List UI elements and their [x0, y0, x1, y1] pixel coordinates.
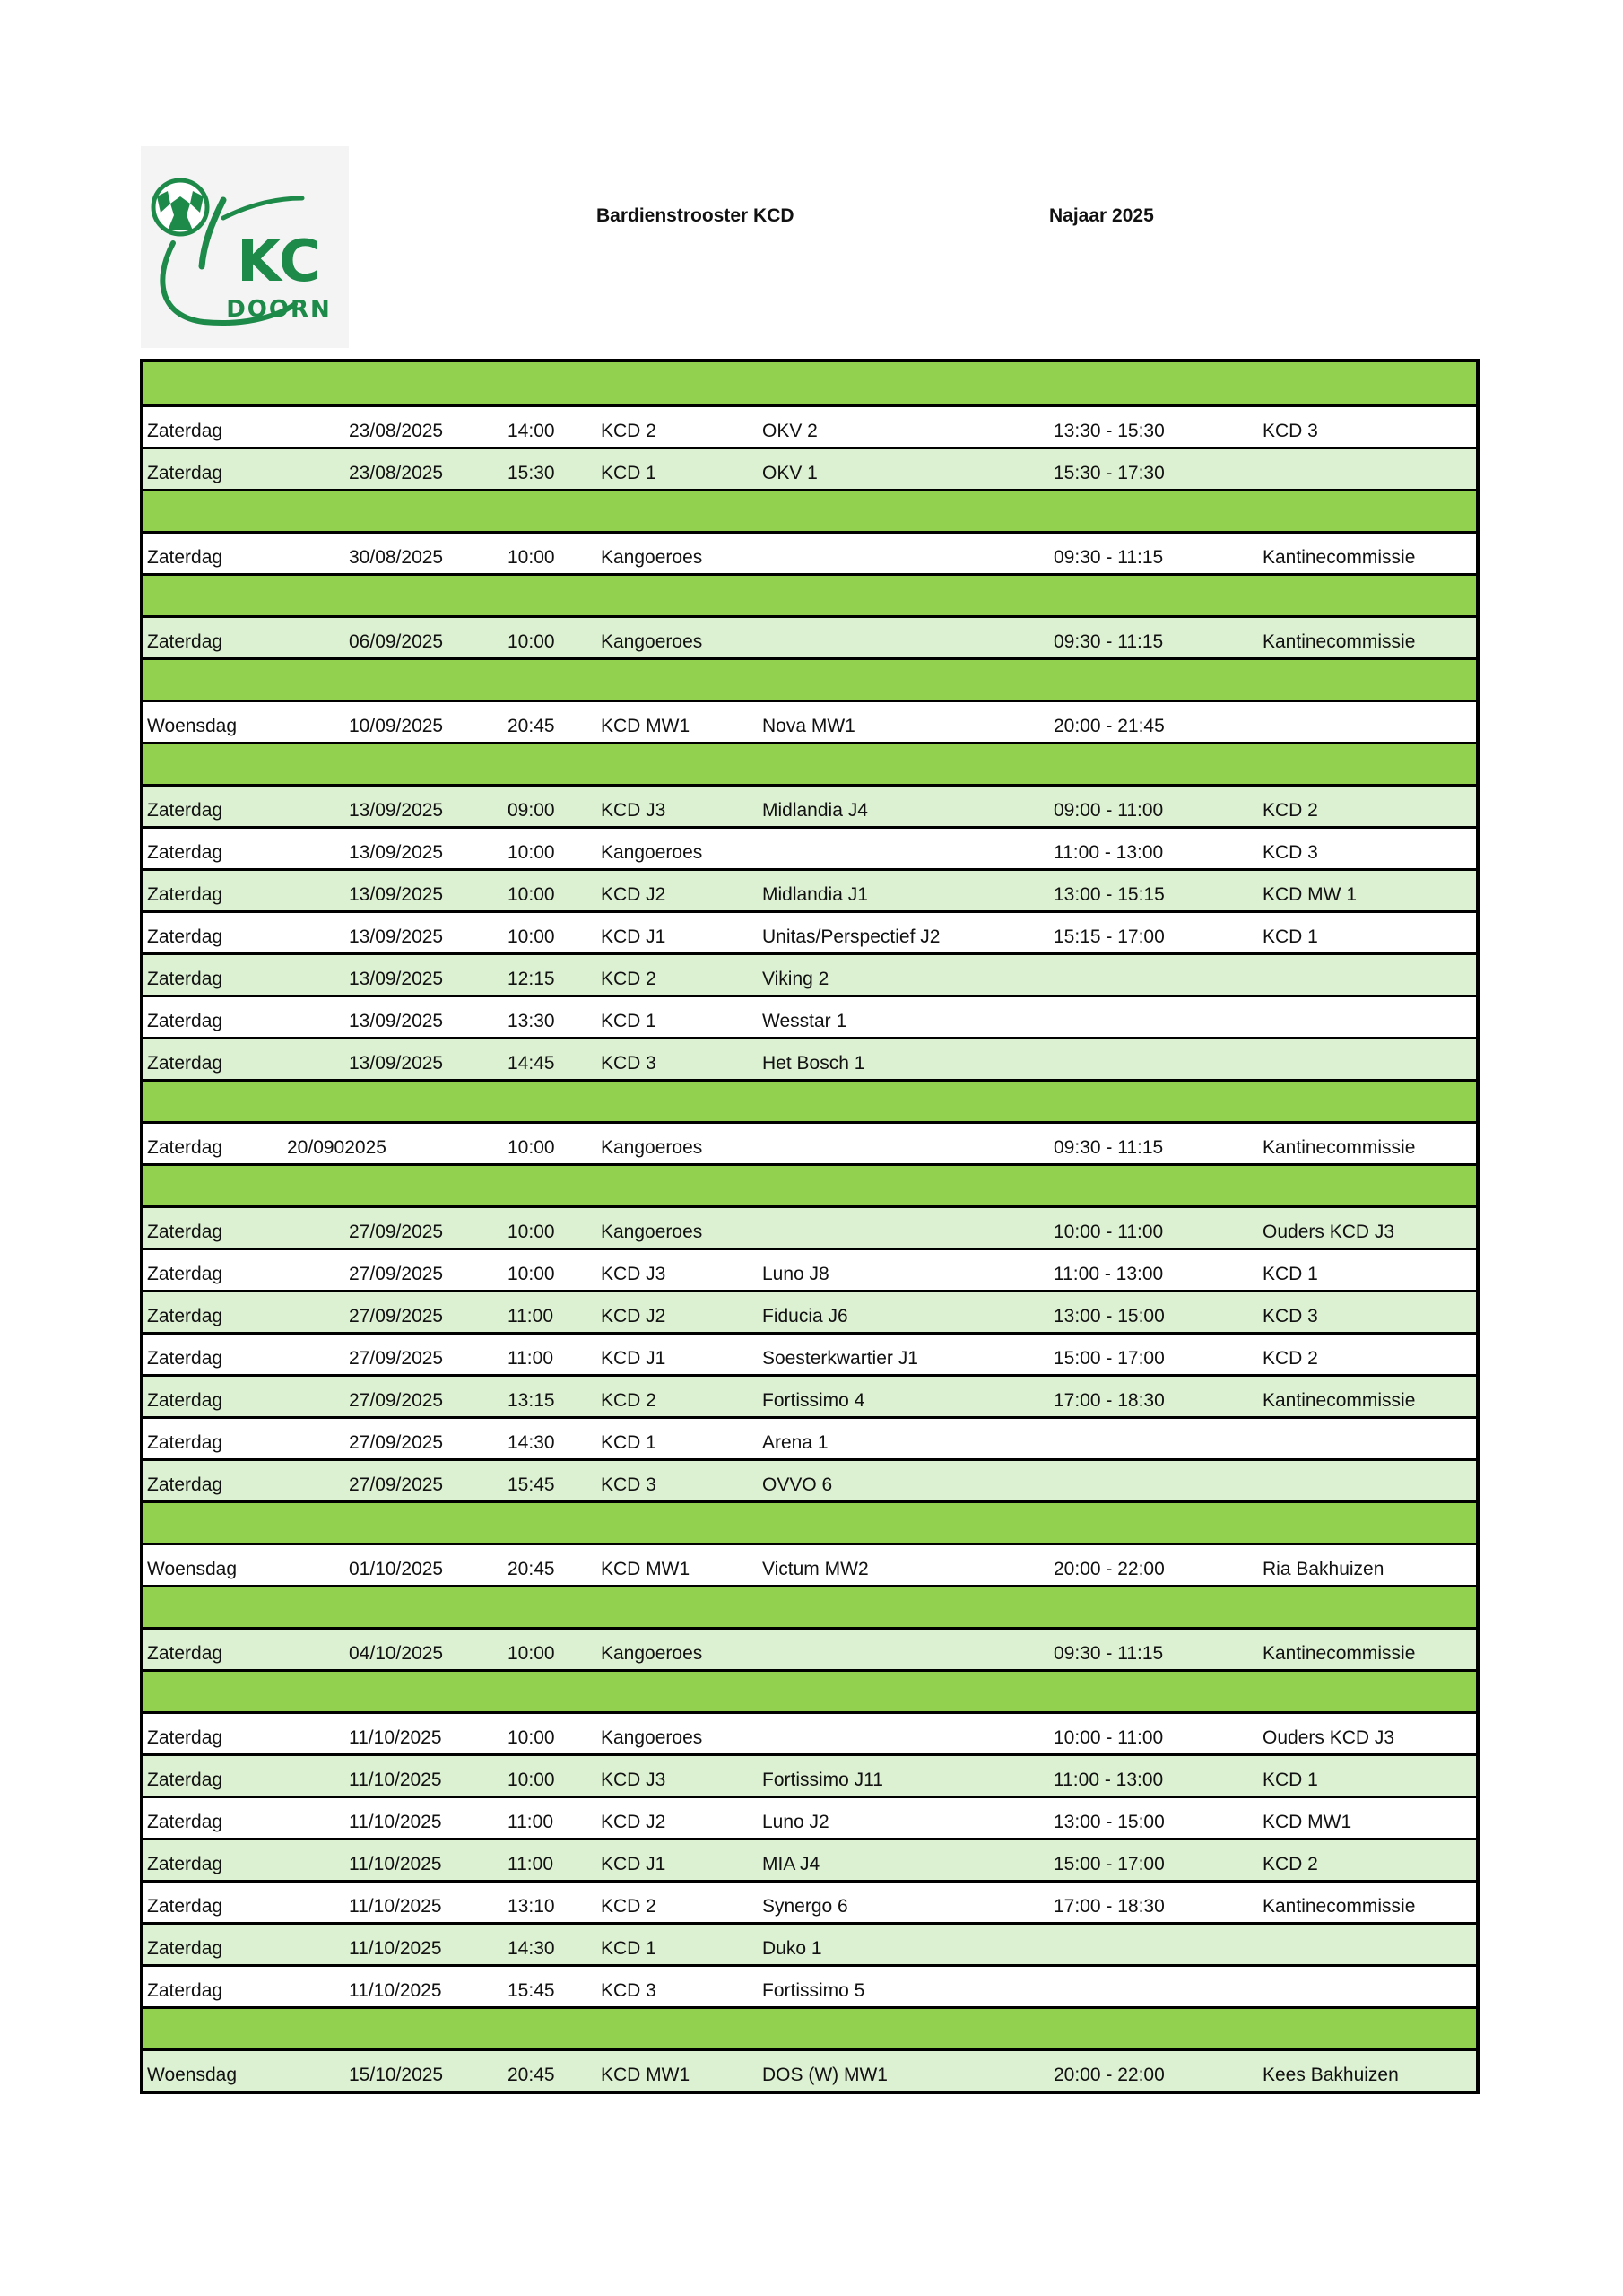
home-team-cell: KCD J2 — [601, 1812, 666, 1832]
time-cell: 15:45 — [508, 1474, 555, 1495]
day-cell: Zaterdag — [147, 1896, 223, 1917]
date-separator-row — [143, 742, 1476, 784]
day-cell: Zaterdag — [147, 800, 223, 821]
away-team-cell: Fortissimo J11 — [762, 1770, 883, 1790]
time-cell: 15:45 — [508, 1980, 555, 2001]
bar-shift-cell: 15:15 - 17:00 — [1054, 926, 1165, 947]
away-team-cell: MIA J4 — [762, 1854, 820, 1874]
bar-shift-cell: 15:30 - 17:30 — [1054, 463, 1165, 483]
time-cell: 15:30 — [508, 463, 555, 483]
date-cell: 13/09/2025 — [349, 884, 444, 905]
bar-duty-cell: KCD MW 1 — [1263, 884, 1357, 905]
time-cell: 10:00 — [508, 1643, 555, 1664]
away-team-cell: Fiducia J6 — [762, 1306, 848, 1326]
date-separator-row — [143, 657, 1476, 700]
home-team-cell: KCD J3 — [601, 1770, 666, 1790]
date-separator-row — [143, 1163, 1476, 1205]
schedule-row — [143, 826, 1476, 868]
day-cell: Zaterdag — [147, 884, 223, 905]
time-cell: 11:00 — [508, 1854, 553, 1874]
day-cell: Zaterdag — [147, 547, 223, 568]
time-cell: 14:30 — [508, 1938, 555, 1959]
home-team-cell: Kangoeroes — [601, 547, 703, 568]
bar-duty-cell: Kantinecommissie — [1263, 1137, 1416, 1158]
day-cell: Zaterdag — [147, 1348, 223, 1369]
day-cell: Zaterdag — [147, 1053, 223, 1074]
schedule-row — [143, 1037, 1476, 1079]
bar-duty-cell: KCD 3 — [1263, 421, 1318, 441]
date-cell: 13/09/2025 — [349, 800, 444, 821]
home-team-cell: KCD J2 — [601, 1306, 666, 1326]
home-team-cell: KCD J3 — [601, 1264, 666, 1284]
date-cell: 11/10/2025 — [349, 1812, 442, 1832]
schedule-row — [143, 404, 1476, 447]
time-cell: 12:15 — [508, 969, 555, 989]
away-team-cell: Midlandia J4 — [762, 800, 868, 821]
bar-shift-cell: 13:00 - 15:00 — [1054, 1812, 1165, 1832]
page-title: Bardienstrooster KCD — [596, 205, 794, 226]
date-cell: 13/09/2025 — [349, 1011, 444, 1031]
away-team-cell: Nova MW1 — [762, 716, 855, 736]
time-cell: 10:00 — [508, 842, 555, 863]
bar-shift-cell: 13:00 - 15:00 — [1054, 1306, 1165, 1326]
time-cell: 10:00 — [508, 926, 555, 947]
day-cell: Zaterdag — [147, 842, 223, 863]
time-cell: 09:00 — [508, 800, 555, 821]
day-cell: Zaterdag — [147, 1011, 223, 1031]
schedule-row — [143, 1880, 1476, 1922]
time-cell: 11:00 — [508, 1348, 553, 1369]
bar-duty-cell: KCD 2 — [1263, 1348, 1318, 1369]
bar-duty-cell: KCD 3 — [1263, 842, 1318, 863]
date-cell: 30/08/2025 — [349, 547, 444, 568]
home-team-cell: KCD 1 — [601, 463, 656, 483]
day-cell: Woensdag — [147, 2065, 238, 2085]
bar-shift-cell: 20:00 - 21:45 — [1054, 716, 1165, 736]
date-cell: 27/09/2025 — [349, 1222, 444, 1242]
schedule-row — [143, 1205, 1476, 1248]
date-separator-row — [143, 1669, 1476, 1711]
time-cell: 13:15 — [508, 1390, 555, 1411]
home-team-cell: Kangoeroes — [601, 1137, 703, 1158]
date-cell: 11/10/2025 — [349, 1938, 442, 1959]
kc-doorn-logo-icon — [141, 146, 349, 348]
time-cell: 10:00 — [508, 631, 555, 652]
date-separator-row — [143, 1585, 1476, 1627]
away-team-cell: OVVO 6 — [762, 1474, 833, 1495]
date-cell: 11/10/2025 — [349, 1727, 442, 1748]
day-cell: Zaterdag — [147, 1812, 223, 1832]
schedule-row — [143, 1374, 1476, 1416]
time-cell: 20:45 — [508, 2065, 555, 2085]
bar-shift-cell: 10:00 - 11:00 — [1054, 1727, 1164, 1748]
schedule-row — [143, 1416, 1476, 1458]
schedule-row — [143, 1332, 1476, 1374]
day-cell: Zaterdag — [147, 1306, 223, 1326]
away-team-cell: OKV 1 — [762, 463, 818, 483]
home-team-cell: KCD 3 — [601, 1474, 656, 1495]
away-team-cell: OKV 2 — [762, 421, 818, 441]
bar-shift-cell: 17:00 - 18:30 — [1054, 1896, 1165, 1917]
day-cell: Zaterdag — [147, 1264, 223, 1284]
time-cell: 10:00 — [508, 1264, 555, 1284]
day-cell: Zaterdag — [147, 1474, 223, 1495]
club-logo — [141, 146, 349, 348]
bar-shift-cell: 13:30 - 15:30 — [1054, 421, 1165, 441]
schedule-row — [143, 1922, 1476, 1964]
time-cell: 10:00 — [508, 547, 555, 568]
away-team-cell: Fortissimo 4 — [762, 1390, 865, 1411]
bar-shift-cell: 09:30 - 11:15 — [1054, 1137, 1164, 1158]
bar-shift-cell: 17:00 - 18:30 — [1054, 1390, 1165, 1411]
schedule-row — [143, 910, 1476, 952]
home-team-cell: KCD 1 — [601, 1011, 656, 1031]
time-cell: 10:00 — [508, 1222, 555, 1242]
date-cell: 27/09/2025 — [349, 1264, 444, 1284]
bar-duty-cell: KCD 2 — [1263, 1854, 1318, 1874]
home-team-cell: Kangoeroes — [601, 1643, 703, 1664]
day-cell: Zaterdag — [147, 926, 223, 947]
schedule-row — [143, 700, 1476, 742]
home-team-cell: KCD 2 — [601, 421, 656, 441]
logo-sub-text: DOORN — [226, 296, 332, 323]
home-team-cell: Kangoeroes — [601, 1222, 703, 1242]
roster-table — [140, 359, 1480, 2094]
bar-shift-cell: 09:30 - 11:15 — [1054, 631, 1164, 652]
day-cell: Zaterdag — [147, 1770, 223, 1790]
schedule-row — [143, 1838, 1476, 1880]
schedule-row — [143, 868, 1476, 910]
day-cell: Zaterdag — [147, 421, 223, 441]
bar-duty-cell: KCD 1 — [1263, 926, 1318, 947]
bar-shift-cell: 10:00 - 11:00 — [1054, 1222, 1164, 1242]
day-cell: Zaterdag — [147, 1854, 223, 1874]
bar-shift-cell: 09:30 - 11:15 — [1054, 1643, 1164, 1664]
date-separator-row — [143, 573, 1476, 615]
schedule-row — [143, 1627, 1476, 1669]
home-team-cell: KCD 2 — [601, 969, 656, 989]
date-separator-row — [143, 2006, 1476, 2048]
date-cell: 13/09/2025 — [349, 969, 444, 989]
day-cell: Zaterdag — [147, 1432, 223, 1453]
bar-duty-cell: KCD 1 — [1263, 1264, 1318, 1284]
date-cell: 11/10/2025 — [349, 1896, 442, 1917]
date-separator-row — [143, 1079, 1476, 1121]
day-cell: Zaterdag — [147, 1643, 223, 1664]
bar-duty-cell: Kantinecommissie — [1263, 1896, 1416, 1917]
date-cell: 27/09/2025 — [349, 1474, 444, 1495]
bar-duty-cell: Ria Bakhuizen — [1263, 1559, 1384, 1579]
home-team-cell: Kangoeroes — [601, 842, 703, 863]
home-team-cell: KCD 3 — [601, 1980, 656, 2001]
bar-shift-cell: 20:00 - 22:00 — [1054, 1559, 1165, 1579]
schedule-row — [143, 1711, 1476, 1753]
home-team-cell: KCD 2 — [601, 1390, 656, 1411]
away-team-cell: Duko 1 — [762, 1938, 822, 1959]
schedule-row — [143, 447, 1476, 489]
bar-duty-cell: Kantinecommissie — [1263, 547, 1416, 568]
season-label: Najaar 2025 — [1049, 205, 1154, 226]
away-team-cell: Wesstar 1 — [762, 1011, 847, 1031]
time-cell: 13:10 — [508, 1896, 555, 1917]
home-team-cell: KCD J2 — [601, 884, 666, 905]
away-team-cell: Het Bosch 1 — [762, 1053, 865, 1074]
bar-shift-cell: 09:30 - 11:15 — [1054, 547, 1164, 568]
time-cell: 10:00 — [508, 1137, 555, 1158]
date-separator-row — [143, 362, 1476, 404]
date-cell: 27/09/2025 — [349, 1390, 444, 1411]
date-cell: 10/09/2025 — [349, 716, 444, 736]
schedule-row — [143, 1121, 1476, 1163]
schedule-row — [143, 784, 1476, 826]
schedule-row — [143, 1290, 1476, 1332]
away-team-cell: Synergo 6 — [762, 1896, 848, 1917]
date-cell: 20/0902025 — [287, 1137, 386, 1158]
bar-duty-cell: KCD 3 — [1263, 1306, 1318, 1326]
day-cell: Zaterdag — [147, 1727, 223, 1748]
day-cell: Zaterdag — [147, 1390, 223, 1411]
bar-duty-cell: Kees Bakhuizen — [1263, 2065, 1399, 2085]
away-team-cell: Unitas/Perspectief J2 — [762, 926, 941, 947]
date-cell: 06/09/2025 — [349, 631, 444, 652]
date-cell: 15/10/2025 — [349, 2065, 444, 2085]
home-team-cell: KCD 1 — [601, 1938, 656, 1959]
bar-shift-cell: 15:00 - 17:00 — [1054, 1854, 1165, 1874]
time-cell: 11:00 — [508, 1812, 553, 1832]
bar-shift-cell: 11:00 - 13:00 — [1054, 1264, 1164, 1284]
home-team-cell: KCD J1 — [601, 1854, 666, 1874]
bar-duty-cell: KCD 1 — [1263, 1770, 1318, 1790]
date-cell: 13/09/2025 — [349, 1053, 444, 1074]
bar-shift-cell: 15:00 - 17:00 — [1054, 1348, 1165, 1369]
schedule-row — [143, 1248, 1476, 1290]
away-team-cell: Luno J8 — [762, 1264, 829, 1284]
bar-duty-cell: KCD 2 — [1263, 800, 1318, 821]
away-team-cell: Midlandia J1 — [762, 884, 868, 905]
away-team-cell: Soesterkwartier J1 — [762, 1348, 918, 1369]
date-cell: 13/09/2025 — [349, 926, 444, 947]
home-team-cell: KCD J1 — [601, 1348, 666, 1369]
time-cell: 20:45 — [508, 1559, 555, 1579]
schedule-row — [143, 531, 1476, 573]
away-team-cell: Viking 2 — [762, 969, 829, 989]
home-team-cell: KCD 1 — [601, 1432, 656, 1453]
date-separator-row — [143, 489, 1476, 531]
bar-duty-cell: Kantinecommissie — [1263, 1390, 1416, 1411]
away-team-cell: DOS (W) MW1 — [762, 2065, 888, 2085]
time-cell: 13:30 — [508, 1011, 555, 1031]
home-team-cell: KCD MW1 — [601, 1559, 690, 1579]
home-team-cell: KCD 2 — [601, 1896, 656, 1917]
day-cell: Zaterdag — [147, 1980, 223, 2001]
date-cell: 27/09/2025 — [349, 1348, 444, 1369]
time-cell: 10:00 — [508, 1770, 555, 1790]
date-cell: 11/10/2025 — [349, 1854, 442, 1874]
schedule-row — [143, 1796, 1476, 1838]
bar-duty-cell: KCD MW1 — [1263, 1812, 1352, 1832]
time-cell: 14:45 — [508, 1053, 555, 1074]
time-cell: 14:30 — [508, 1432, 555, 1453]
away-team-cell: Luno J2 — [762, 1812, 829, 1832]
date-cell: 01/10/2025 — [349, 1559, 444, 1579]
date-cell: 27/09/2025 — [349, 1306, 444, 1326]
home-team-cell: Kangoeroes — [601, 1727, 703, 1748]
date-cell: 11/10/2025 — [349, 1980, 442, 2001]
time-cell: 20:45 — [508, 716, 555, 736]
bar-duty-cell: Kantinecommissie — [1263, 1643, 1416, 1664]
home-team-cell: KCD MW1 — [601, 716, 690, 736]
time-cell: 10:00 — [508, 884, 555, 905]
home-team-cell: KCD J3 — [601, 800, 666, 821]
date-cell: 23/08/2025 — [349, 463, 444, 483]
bar-shift-cell: 11:00 - 13:00 — [1054, 842, 1164, 863]
day-cell: Zaterdag — [147, 1222, 223, 1242]
day-cell: Woensdag — [147, 716, 238, 736]
schedule-row — [143, 952, 1476, 995]
home-team-cell: KCD 3 — [601, 1053, 656, 1074]
bar-duty-cell: Ouders KCD J3 — [1263, 1222, 1395, 1242]
day-cell: Woensdag — [147, 1559, 238, 1579]
day-cell: Zaterdag — [147, 463, 223, 483]
time-cell: 10:00 — [508, 1727, 555, 1748]
bar-duty-cell: Kantinecommissie — [1263, 631, 1416, 652]
schedule-row — [143, 1964, 1476, 2006]
bar-duty-cell: Ouders KCD J3 — [1263, 1727, 1395, 1748]
bar-shift-cell: 20:00 - 22:00 — [1054, 2065, 1165, 2085]
time-cell: 11:00 — [508, 1306, 553, 1326]
bar-shift-cell: 13:00 - 15:15 — [1054, 884, 1165, 905]
day-cell: Zaterdag — [147, 1938, 223, 1959]
date-separator-row — [143, 1500, 1476, 1543]
schedule-row — [143, 1543, 1476, 1585]
date-cell: 04/10/2025 — [349, 1643, 444, 1664]
logo-main-text: KC — [237, 229, 321, 295]
schedule-row — [143, 2048, 1476, 2091]
date-cell: 23/08/2025 — [349, 421, 444, 441]
schedule-row — [143, 1753, 1476, 1796]
schedule-row — [143, 1458, 1476, 1500]
day-cell: Zaterdag — [147, 969, 223, 989]
day-cell: Zaterdag — [147, 631, 223, 652]
schedule-row — [143, 615, 1476, 657]
date-cell: 27/09/2025 — [349, 1432, 444, 1453]
away-team-cell: Fortissimo 5 — [762, 1980, 865, 2001]
home-team-cell: KCD J1 — [601, 926, 666, 947]
day-cell: Zaterdag — [147, 1137, 223, 1158]
date-cell: 13/09/2025 — [349, 842, 444, 863]
home-team-cell: KCD MW1 — [601, 2065, 690, 2085]
away-team-cell: Arena 1 — [762, 1432, 829, 1453]
date-cell: 11/10/2025 — [349, 1770, 442, 1790]
away-team-cell: Victum MW2 — [762, 1559, 869, 1579]
schedule-row — [143, 995, 1476, 1037]
bar-shift-cell: 11:00 - 13:00 — [1054, 1770, 1164, 1790]
bar-shift-cell: 09:00 - 11:00 — [1054, 800, 1164, 821]
home-team-cell: Kangoeroes — [601, 631, 703, 652]
time-cell: 14:00 — [508, 421, 555, 441]
